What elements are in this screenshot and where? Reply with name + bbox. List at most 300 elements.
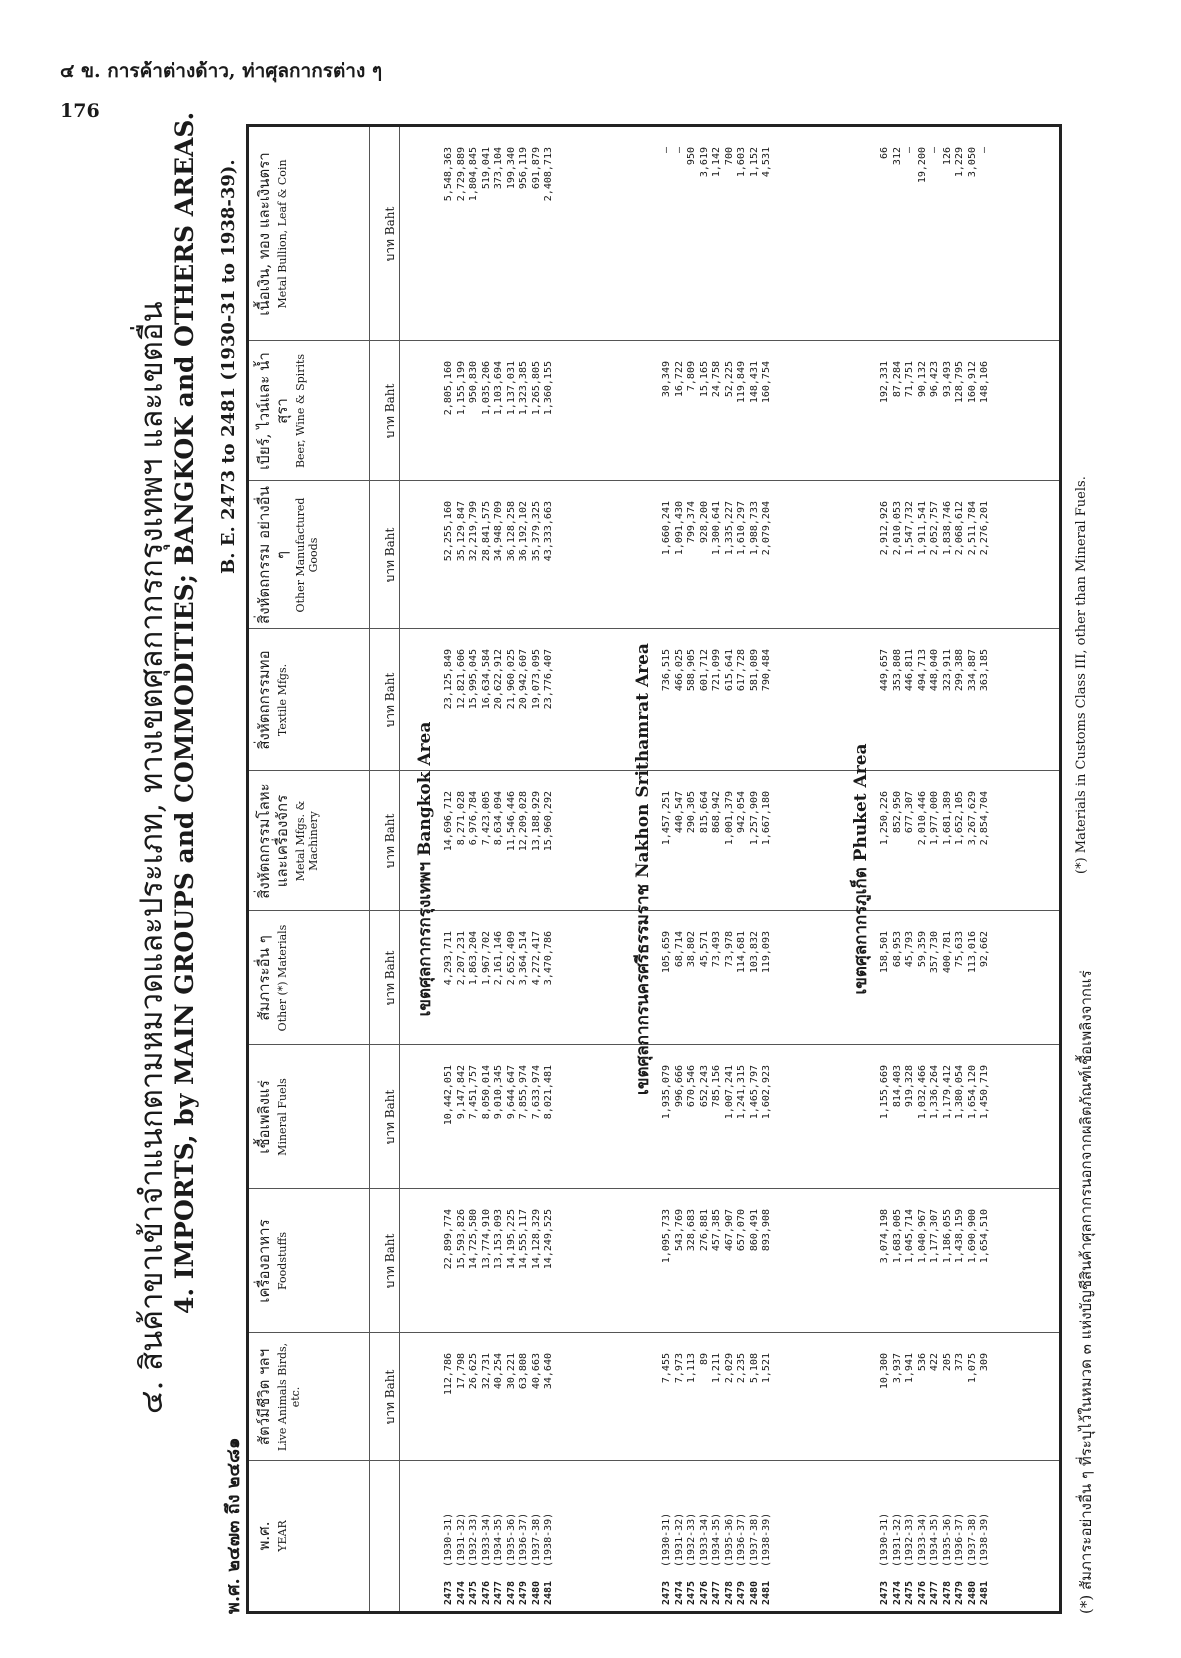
table-cell: 113,016 [966, 931, 978, 974]
table-cell: 536 [916, 1353, 928, 1372]
unit-label: บาท Baht [383, 206, 397, 262]
year-be: 2476 [480, 1580, 492, 1605]
table-cell: 52,255,160 [443, 501, 454, 562]
table-cell: — [929, 147, 940, 154]
table-row [531, 127, 542, 1611]
table-cell: 670,546 [686, 1065, 697, 1108]
table-cell: 14,696,712 [443, 791, 454, 852]
year-range-thai: พ.ศ. ๒๔๗๓ ถึง ๒๔๘๑ [223, 1437, 244, 1614]
column-header-thai: เบียร์, ไวน์และ น้ำสุรา [255, 352, 291, 470]
header-divider [369, 127, 370, 1611]
table-cell: 868,942 [711, 791, 722, 834]
table-cell: 14,249,525 [543, 1209, 554, 1270]
table-cell: 852,950 [891, 791, 903, 834]
table-cell: 15,960,292 [543, 791, 554, 852]
table-cell: 148,431 [748, 361, 760, 404]
table-cell: 1,690,900 [966, 1209, 978, 1264]
table-cell: 11,546,446 [505, 791, 517, 852]
table-cell: 4,531 [761, 147, 772, 178]
table-row [942, 127, 953, 1611]
table-cell: 1,035,206 [480, 361, 492, 416]
year-be: 2473 [661, 1580, 672, 1605]
table-cell: 96,423 [929, 361, 940, 398]
table-cell: 543,769 [673, 1209, 685, 1252]
table-cell: 1,186,055 [941, 1209, 953, 1264]
table-cell: 950,830 [468, 361, 479, 404]
table-cell: 2,912,926 [879, 501, 890, 556]
table-cell: 1,681,389 [941, 791, 953, 846]
table-cell: 950 [686, 147, 697, 166]
table-cell: 1,032,466 [916, 1065, 928, 1120]
table-cell: 1,654,120 [966, 1065, 978, 1120]
table-cell: 588,905 [686, 649, 697, 692]
table-cell: 14,195,225 [505, 1209, 517, 1270]
table-cell: 22,899,774 [443, 1209, 454, 1270]
year-be: 2481 [979, 1580, 990, 1605]
table-cell: 45,571 [698, 931, 710, 968]
table-cell: — [904, 147, 915, 154]
table-cell: 1,241,315 [736, 1065, 747, 1120]
table-cell: 16,722 [673, 361, 685, 398]
year-ad: (1937-38) [748, 1512, 760, 1567]
year-ad: (1935-36) [723, 1512, 735, 1567]
table-row [518, 127, 529, 1611]
footnote-english: (*) Materials in Customs Class III, other than Mineral Fuels. [1074, 476, 1089, 874]
table-cell: 43,333,663 [543, 501, 554, 562]
table-cell: 1,103,694 [493, 361, 504, 416]
year-be: 2479 [518, 1580, 529, 1605]
table-cell: 14,555,117 [518, 1209, 529, 1270]
year-be: 2480 [530, 1580, 542, 1605]
table-cell: 75,633 [954, 931, 965, 968]
year-ad: (1937-38) [530, 1512, 542, 1567]
table-cell: 1,265,805 [530, 361, 542, 416]
year-ad: (1932-33) [904, 1512, 915, 1567]
table-row [892, 127, 903, 1611]
table-cell: 126 [941, 147, 953, 166]
year-ad: (1931-32) [891, 1512, 903, 1567]
table-cell: 13,774,910 [480, 1209, 492, 1270]
table-cell: 52,225 [723, 361, 735, 398]
column-header-english: Textile Mfgs. [276, 663, 289, 737]
year-ad: (1938-39) [761, 1512, 772, 1567]
table-cell: 3,267,629 [966, 791, 978, 846]
table-cell: 6,976,784 [468, 791, 479, 846]
column-header-english: Other Manufactured Goods [294, 497, 320, 613]
table-cell: 2,161,146 [493, 931, 504, 986]
table-row [481, 127, 492, 1611]
table-cell: 1,336,264 [929, 1065, 940, 1120]
year-ad: (1932-33) [468, 1512, 479, 1567]
year-ad: (1933-34) [916, 1512, 928, 1567]
table-cell: 1,654,510 [979, 1209, 990, 1264]
table-cell: 7,423,005 [480, 791, 492, 846]
year-be: 2474 [455, 1580, 467, 1605]
column-header [249, 911, 369, 1045]
table-cell: 928,200 [698, 501, 710, 544]
table-cell: 785,156 [711, 1065, 722, 1108]
table-cell: 657,070 [736, 1209, 747, 1252]
table-cell: 34,640 [543, 1353, 554, 1390]
table-cell: 736,515 [661, 649, 672, 692]
year-ad: (1934-35) [711, 1512, 722, 1567]
table-cell: 446,811 [904, 649, 915, 692]
column-header [249, 771, 369, 911]
table-cell: 2,052,757 [929, 501, 940, 556]
column-header-thai: พ.ศ. [255, 1521, 273, 1551]
table-row [761, 127, 772, 1611]
table-cell: 32,731 [480, 1353, 492, 1390]
table-cell: 1,137,031 [505, 361, 517, 416]
table-cell: 40,663 [530, 1353, 542, 1390]
table-cell: 1,465,797 [748, 1065, 760, 1120]
table-cell: 1,804,845 [468, 147, 479, 202]
table-cell: 1,988,733 [748, 501, 760, 556]
table-cell: 1,142 [711, 147, 722, 178]
table-cell: 919,328 [904, 1065, 915, 1108]
year-be: 2478 [505, 1580, 517, 1605]
table-cell: 942,054 [736, 791, 747, 834]
year-be: 2477 [929, 1580, 940, 1605]
table-row [967, 127, 978, 1611]
table-cell: 814,403 [891, 1065, 903, 1108]
table-cell: 312 [891, 147, 903, 166]
table-cell: 615,641 [723, 649, 735, 692]
table-cell: 996,666 [673, 1065, 685, 1108]
table-row [929, 127, 940, 1611]
table-cell: 1,660,241 [661, 501, 672, 556]
table-cell: 1,683,005 [891, 1209, 903, 1264]
table-cell: 2,235 [736, 1353, 747, 1384]
table-cell: 1,152 [748, 147, 760, 178]
table-cell: 400,781 [941, 931, 953, 974]
table-cell: 1,547,732 [904, 501, 915, 556]
table-cell: 7,633,974 [530, 1065, 542, 1120]
year-ad: (1933-34) [698, 1512, 710, 1567]
section-heading: ๔ ข. การค้าต่างด้าว, ท่าศุลกากรต่าง ๆ [60, 60, 383, 82]
table-cell: 4,272,417 [530, 931, 542, 986]
table-cell: 7,455 [661, 1353, 672, 1384]
year-be: 2474 [673, 1580, 685, 1605]
unit-label: บาท Baht [383, 813, 397, 869]
table-cell: 1,155,199 [455, 361, 467, 416]
year-ad: (1936-37) [954, 1512, 965, 1567]
table-cell: 160,754 [761, 361, 772, 404]
table-cell: 21,960,025 [505, 649, 517, 710]
column-header [249, 1189, 369, 1333]
table-cell: 1,610,297 [736, 501, 747, 556]
table-cell: 9,010,345 [493, 1065, 504, 1120]
table-cell: 71,751 [904, 361, 915, 398]
table-cell: 2,408,713 [543, 147, 554, 202]
table-cell: 1,667,180 [761, 791, 772, 846]
table-cell: 7,451,757 [468, 1065, 479, 1120]
table-row [543, 127, 554, 1611]
table-cell: 2,029 [723, 1353, 735, 1384]
column-header-english: Beer, Wine & Spirits [294, 353, 307, 469]
table-cell: 357,730 [929, 931, 940, 974]
table-cell: 119,849 [736, 361, 747, 404]
year-be: 2476 [916, 1580, 928, 1605]
table-cell: 68,953 [891, 931, 903, 968]
table-cell: 19,200 [916, 147, 928, 184]
table-cell: 1,113 [686, 1353, 697, 1384]
table-cell: 16,634,584 [480, 649, 492, 710]
table-cell: 92,662 [979, 931, 990, 968]
year-ad: (1937-38) [966, 1512, 978, 1567]
table-cell: 8,050,014 [480, 1065, 492, 1120]
table-cell: 5,548,363 [443, 147, 454, 202]
year-ad: (1930-31) [443, 1512, 454, 1567]
table-cell: 448,040 [929, 649, 940, 692]
table-cell: 309 [979, 1353, 990, 1372]
year-ad: (1935-36) [941, 1512, 953, 1567]
table-cell: 1,155,669 [879, 1065, 890, 1120]
table-cell: 114,681 [736, 931, 747, 974]
table-cell: 1,075 [966, 1353, 978, 1384]
table-cell: 2,652,409 [505, 931, 517, 986]
year-be: 2475 [468, 1580, 479, 1605]
table-cell: 13,188,929 [530, 791, 542, 852]
table-row [493, 127, 504, 1611]
column-header-english: Foodstuffs [276, 1232, 289, 1290]
table-cell: 3,364,514 [518, 931, 529, 986]
table-cell: 2,010,446 [916, 791, 928, 846]
table-row [736, 127, 747, 1611]
table-cell: 34,948,709 [493, 501, 504, 562]
table-cell: 192,331 [879, 361, 890, 404]
table-cell: — [979, 147, 990, 154]
table-cell: 373,104 [493, 147, 504, 190]
table-cell: 815,664 [698, 791, 710, 834]
table-cell: 10,300 [879, 1353, 890, 1390]
unit-label: บาท Baht [383, 527, 397, 583]
table-cell: 15,593,826 [455, 1209, 467, 1270]
year-be: 2475 [904, 1580, 915, 1605]
table-cell: 700 [723, 147, 735, 166]
table-cell: 20,942,607 [518, 649, 529, 710]
table-cell: 158,501 [879, 931, 890, 974]
table-cell: 956,119 [518, 147, 529, 190]
column-header-english: Other (*) Materials [276, 924, 289, 1032]
column-header-thai: สัตว์มีชีวิต ฯลฯ [255, 1348, 273, 1446]
unit-label: บาท Baht [383, 950, 397, 1006]
year-be: 2476 [698, 1580, 710, 1605]
table-cell: 1,652,105 [954, 791, 965, 846]
table-cell: 12,209,028 [518, 791, 529, 852]
section-label: เขตศุลกากรกรุงเทพฯ Bangkok Area [415, 721, 435, 1017]
table-cell: 519,041 [480, 147, 492, 190]
table-cell: 1,007,241 [723, 1065, 735, 1120]
table-cell: 466,025 [673, 649, 685, 692]
table-cell: 1,095,733 [661, 1209, 672, 1264]
section-label: เขตศุลกากรนครศรีธรรมราช Nakhon Srithamrat Area [633, 643, 653, 1095]
table-cell: 105,659 [661, 931, 672, 974]
column-header-english: Live Animals Birds, etc. [276, 1342, 302, 1452]
year-ad: (1935-36) [505, 1512, 517, 1567]
year-ad: (1936-37) [736, 1512, 747, 1567]
table-cell: 1,603 [736, 147, 747, 178]
table-cell: 17,798 [455, 1353, 467, 1390]
table-cell: 299,388 [954, 649, 965, 692]
year-be: 2481 [543, 1580, 554, 1605]
year-be: 2480 [748, 1580, 760, 1605]
table-cell: 2,511,784 [966, 501, 978, 556]
table-cell: 13,153,093 [493, 1209, 504, 1270]
table-cell: 12,821,606 [455, 649, 467, 710]
table-cell: 23,125,849 [443, 649, 454, 710]
table-cell: 1,977,000 [929, 791, 940, 846]
table-cell: 148,106 [979, 361, 990, 404]
table-cell: 2,207,231 [455, 931, 467, 986]
table-cell: 721,099 [711, 649, 722, 692]
unit-label: บาท Baht [383, 1369, 397, 1425]
table-cell: 9,644,647 [505, 1065, 517, 1120]
table-cell: 373 [954, 1353, 965, 1372]
table-cell: 26,625 [468, 1353, 479, 1390]
table-cell: 15,995,045 [468, 649, 479, 710]
year-ad: (1936-37) [518, 1512, 529, 1567]
table-cell: 2,854,704 [979, 791, 990, 846]
table-cell: 1,838,746 [941, 501, 953, 556]
column-header-english: Mineral Fuels [276, 1078, 289, 1156]
table-cell: 1,450,719 [979, 1065, 990, 1120]
table-row [749, 127, 760, 1611]
column-header-english: Metal Bullion, Leaf & Coin [276, 159, 289, 309]
table-cell: 1,457,251 [661, 791, 672, 846]
table-cell: 89 [698, 1353, 710, 1366]
column-header-thai: สิ่งหัตถกรรม อย่างอื่น ๆ [255, 486, 291, 624]
column-header-thai: สัมภาระอื่น ๆ [255, 935, 273, 1021]
table-row [979, 127, 990, 1611]
year-be: 2479 [954, 1580, 965, 1605]
year-ad: (1934-35) [493, 1512, 504, 1567]
table-cell: 30,221 [505, 1353, 517, 1390]
footnote-thai: (*) สัมภาระอย่างอื่น ๆ ที่ระบุไว้ในหมวด ๓ แห่งบัญชีสินค้าศุลกากรนอกจากผลิตภัณฑ์เชื้อเพลิงจากแร่ [1077, 970, 1095, 1614]
table-cell: 119,093 [761, 931, 772, 974]
column-header-english: YEAR [276, 1520, 289, 1552]
table-cell: 601,712 [698, 649, 710, 692]
table-cell: 1,211 [711, 1353, 722, 1384]
table-cell: 652,243 [698, 1065, 710, 1108]
table-cell: 1,250,226 [879, 791, 890, 846]
table-row [711, 127, 722, 1611]
table-cell: 1,967,702 [480, 931, 492, 986]
table-cell: 1,935,079 [661, 1065, 672, 1120]
table-cell: 276,881 [698, 1209, 710, 1252]
year-ad: (1934-35) [929, 1512, 940, 1567]
table-cell: 1,602,923 [761, 1065, 772, 1120]
table-cell: 3,074,198 [879, 1209, 890, 1264]
column-header [249, 1333, 369, 1461]
table-cell: 3,470,786 [543, 931, 554, 986]
table-row [686, 127, 697, 1611]
table-cell: 1,521 [761, 1353, 772, 1384]
table-cell: 893,908 [761, 1209, 772, 1252]
column-header-thai: สิ่งหัตถกรรมทอ [255, 650, 273, 750]
year-ad: (1930-31) [661, 1512, 672, 1567]
table-cell: 691,879 [530, 147, 542, 190]
imports-table [246, 124, 1062, 1614]
year-be: 2477 [493, 1580, 504, 1605]
year-ad: (1938-39) [979, 1512, 990, 1567]
table-cell: 7,809 [686, 361, 697, 392]
table-cell: 328,683 [686, 1209, 697, 1252]
table-cell: 15,165 [698, 361, 710, 398]
year-be: 2475 [686, 1580, 697, 1605]
year-be: 2473 [443, 1580, 454, 1605]
year-be: 2477 [711, 1580, 722, 1605]
table-cell: 1,040,967 [916, 1209, 928, 1264]
table-cell: 449,657 [879, 649, 890, 692]
table-cell: 3,619 [698, 147, 710, 178]
table-cell: 36,192,102 [518, 501, 529, 562]
year-be: 2478 [941, 1580, 953, 1605]
table-cell: 30,349 [661, 361, 672, 398]
table-cell: 63,808 [518, 1353, 529, 1390]
column-header [249, 481, 369, 629]
table-cell: 860,491 [748, 1209, 760, 1252]
table-cell: 3,050 [966, 147, 978, 178]
year-ad: (1932-33) [686, 1512, 697, 1567]
table-cell: 199,340 [505, 147, 517, 190]
table-cell: 1,335,227 [723, 501, 735, 556]
year-ad: (1931-32) [673, 1512, 685, 1567]
table-cell: 32,219,799 [468, 501, 479, 562]
year-range-english: B. E. 2473 to 2481 (1930-31 to 1938-39). [218, 159, 239, 574]
title-english: 4. IMPORTS, by MAIN GROUPS and COMMODITIES; BANGKOK and OTHERS AREAS. [170, 111, 199, 1314]
table-cell: 103,832 [748, 931, 760, 974]
table-cell: 581,089 [748, 649, 760, 692]
table-cell: 2,805,160 [443, 361, 454, 416]
table-cell: 2,729,889 [455, 147, 467, 202]
table-cell: — [673, 147, 685, 154]
table-cell: 290,305 [686, 791, 697, 834]
table-cell: 24,758 [711, 361, 722, 398]
table-row [443, 127, 454, 1611]
table-cell: 440,547 [673, 791, 685, 834]
table-cell: 7,855,974 [518, 1065, 529, 1120]
table-cell: 112,786 [443, 1353, 454, 1396]
table-row [661, 127, 672, 1611]
table-cell: 87,284 [891, 361, 903, 398]
table-cell: 1,091,430 [673, 501, 685, 556]
table-cell: 8,634,094 [493, 791, 504, 846]
unit-label: บาท Baht [383, 1233, 397, 1289]
table-cell: 9,147,842 [455, 1065, 467, 1120]
column-header [249, 127, 369, 341]
column-header-thai: เชื้อเพลิงแร่ [255, 1080, 273, 1154]
table-cell: 1,941 [904, 1353, 915, 1384]
table-cell: 8,271,028 [455, 791, 467, 846]
column-header [249, 1045, 369, 1189]
table-cell: 1,229 [954, 147, 965, 178]
table-cell: 8,021,481 [543, 1065, 554, 1120]
table-cell: 1,257,909 [748, 791, 760, 846]
table-cell: 35,129,847 [455, 501, 467, 562]
table-cell: 128,795 [954, 361, 965, 404]
section-label: เขตศุลกากรภูเก็ต Phuket Area [851, 743, 871, 995]
year-be: 2474 [891, 1580, 903, 1605]
column-header [249, 341, 369, 481]
table-cell: 1,438,159 [954, 1209, 965, 1264]
table-cell: 617,728 [736, 649, 747, 692]
table-cell: 799,374 [686, 501, 697, 544]
table-cell: 2,079,204 [761, 501, 772, 556]
table-row [674, 127, 685, 1611]
table-cell: 59,359 [916, 931, 928, 968]
table-cell: 422 [929, 1353, 940, 1372]
